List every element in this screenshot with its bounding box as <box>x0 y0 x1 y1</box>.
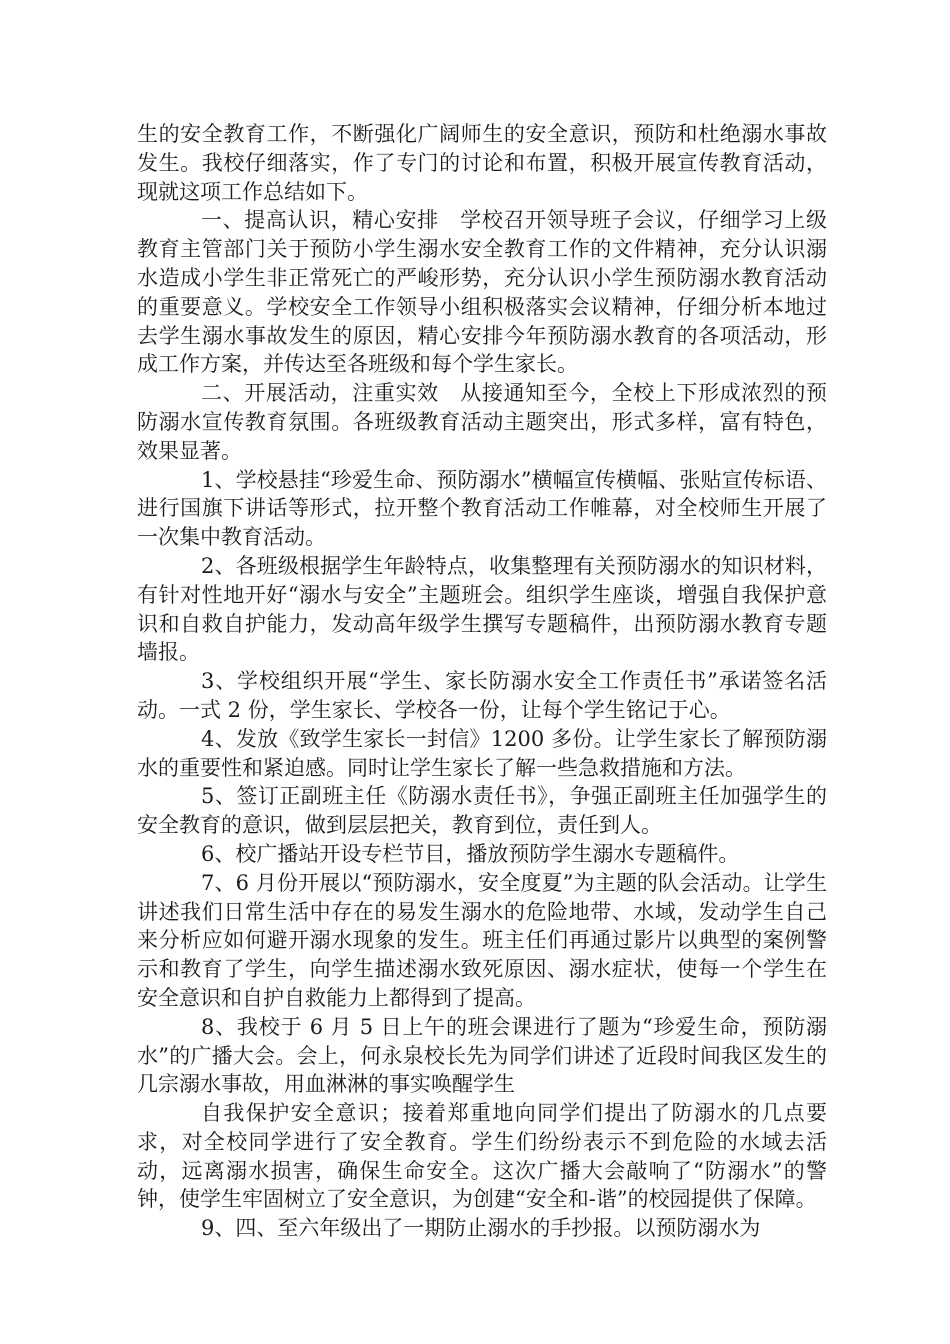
document-body <box>137 120 827 1243</box>
paragraph-item-2: 2、各班级根据学生年龄特点，收集整理有关预防溺水的知识材料，有针对性地开好“溺水与安全”主题班会。组织学生座谈，增强自我保护意识和自救自护能力，发动高年级学生撰写专题稿件，出预防溺水教育专题墙报。 <box>137 553 827 665</box>
paragraph-item-7: 7、6 月份开展以“预防溺水，安全度夏”为主题的队会活动。让学生讲述我们日常生活中存在的易发生溺水的危险地带、水域，发动学生自己来分析应如何避开溺水现象的发生。班主任们再通过影片以典型的案例警示和教育了学生，向学生描述溺水致死原因、溺水症状，使每一个学生在安全意识和自护自救能力上都得到了提高。 <box>137 870 827 1010</box>
paragraph-item-8: 8、我校于 6 月 5 日上午的班会课进行了题为“珍爱生命，预防溺水”的广播大会。会上，何永泉校长先为同学们讲述了近段时间我区发生的几宗溺水事故，用血淋淋的事实唤醒学生 <box>137 1014 827 1097</box>
paragraph-item-8-continued: 自我保护安全意识；接着郑重地向同学们提出了防溺水的几点要求，对全校同学进行了安全教育。学生们纷纷表示不到危险的水域去活动，远离溺水损害，确保生命安全。这次广播大会敲响了“防溺水”的警钟，使学生牢固树立了安全意识，为创建“安全和-谐”的校园提供了保障。 <box>137 1101 827 1212</box>
paragraph-intro-continuation: 生的安全教育工作，不断强化广阔师生的安全意识，预防和杜绝溺水事故发生。我校仔细落实，作了专门的讨论和布置，积极开展宣传教育活动，现就这项工作总结如下。 <box>137 122 827 204</box>
paragraph-item-5: 5、签订正副班主任《防溺水责任书》，争强正副班主任加强学生的安全教育的意识，做到层层把关，教育到位，责任到人。 <box>137 784 827 838</box>
paragraph-item-9: 9、四、至六年级出了一期防止溺水的手抄报。以预防溺水为 <box>201 1216 761 1241</box>
paragraph-item-3: 3、学校组织开展“学生、家长防溺水安全工作责任书”承诺签名活动。一式 2 份，学生家长、学校各一份，让每个学生铭记于心。 <box>137 669 827 722</box>
paragraph-item-1: 1、学校悬挂“珍爱生命、预防溺水”横幅宣传横幅、张贴宣传标语、进行国旗下讲话等形式，拉开整个教育活动工作帷幕，对全校师生开展了一次集中教育活动。 <box>137 467 827 550</box>
paragraph-item-6: 6、校广播站开设专栏节目，播放预防学生溺水专题稿件。 <box>201 841 740 866</box>
paragraph-section-one: 一、提高认识，精心安排 学校召开领导班子会议，仔细学习上级教育主管部门关于预防小学生溺水安全教育工作的文件精神，充分认识溺水造成小学生非正常死亡的严峻形势，充分认识小学生预防溺水教育活动的重要意义。学校安全工作领导小组积极落实会议精神，仔细分析本地过去学生溺水事故发生的原因，精心安排今年预防溺水教育的各项活动，形成工作方案，并传达至各班级和每个学生家长。 <box>137 208 827 377</box>
paragraph-item-4: 4、发放《致学生家长一封信》1200 多份。让学生家长了解预防溺水的重要性和紧迫感。同时让学生家长了解一些急救措施和方法。 <box>137 726 827 780</box>
paragraph-section-two: 二、开展活动，注重实效 从接通知至今，全校上下形成浓烈的预防溺水宣传教育氛围。各班级教育活动主题突出，形式多样，富有特色，效果显著。 <box>137 381 827 463</box>
